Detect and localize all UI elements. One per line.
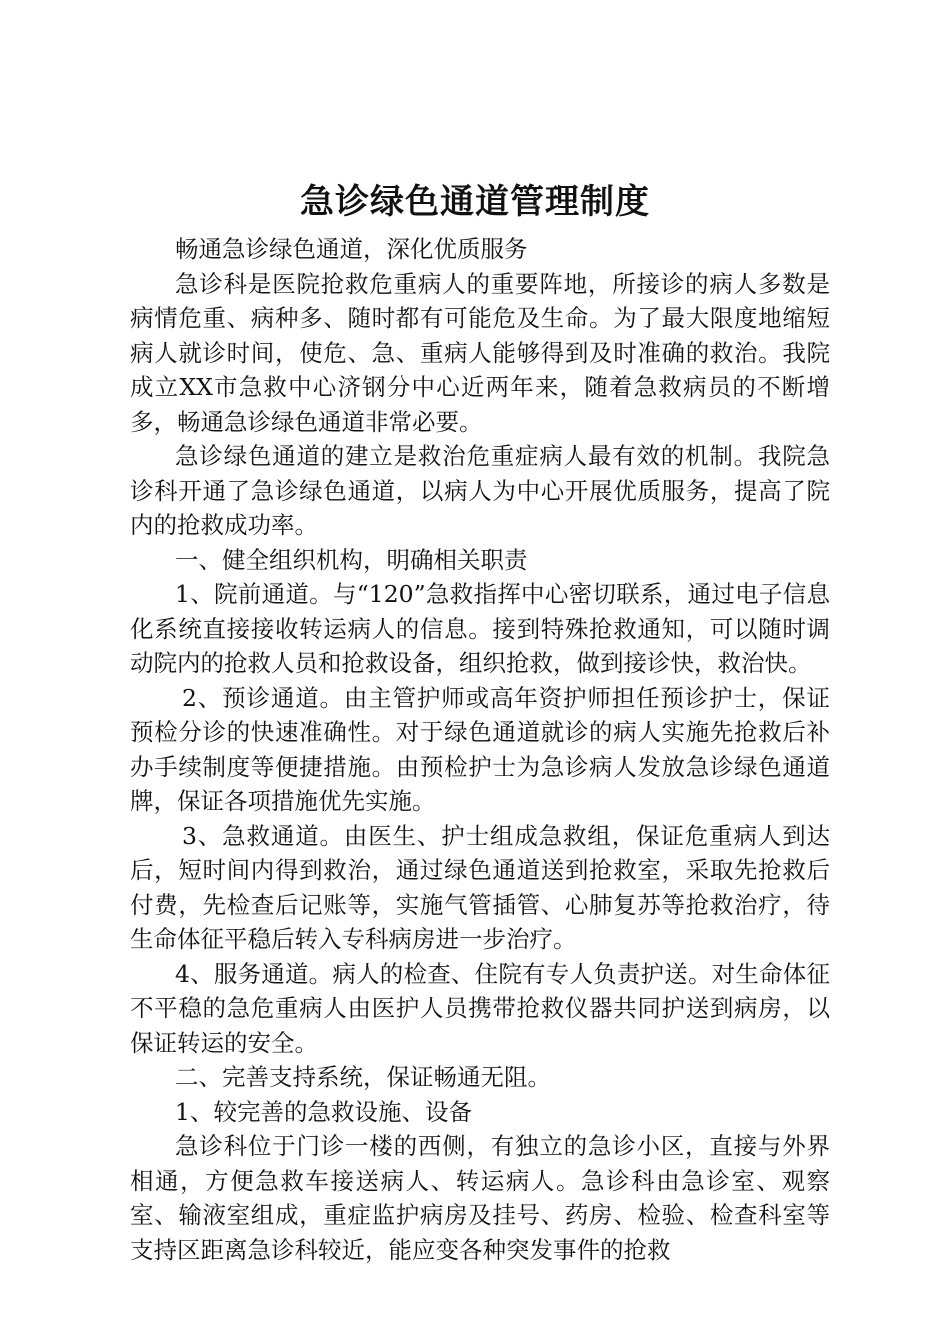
paragraph-mechanism: 急诊绿色通道的建立是救治危重症病人最有效的机制。我院急诊科开通了急诊绿色通道，以病人为中心开展优质服务，提高了院内的抢救成功率。 xyxy=(130,442,830,539)
document-body xyxy=(130,232,830,1267)
paragraph-facilities: 急诊科位于门诊一楼的西侧，有独立的急诊小区，直接与外界相通，方便急救车接送病人、转运病人。急诊科由急诊室、观察室、输液室组成，重症监护病房及挂号、药房、检验、检查科室等支持区距离急诊科较近，能应变各种突发事件的抢救 xyxy=(130,1132,830,1264)
document-title: 急诊绿色通道管理制度 xyxy=(300,182,650,222)
paragraph-prehospital-channel: 1、院前通道。与“120”急救指挥中心密切联系，通过电子信息化系统直接接收转运病人的信息。接到特殊抢救通知，可以随时调动院内的抢救人员和抢救设备，组织抢救，做到接诊快，救治快。 xyxy=(130,580,830,677)
paragraph-subtitle: 畅通急诊绿色通道，深化优质服务 xyxy=(175,235,528,263)
subsection-heading-facilities: 1、较完善的急救设施、设备 xyxy=(175,1097,472,1126)
paragraph-triage-channel: 2、预诊通道。由主管护师或高年资护师担任预诊护士，保证预检分诊的快速准确性。对于绿色通道就诊的病人实施先抢救后补办手续制度等便捷措施。由预检护士为急诊病人发放急诊绿色通道牌，保证各项措施优先实施。 xyxy=(130,683,830,815)
section-heading-organization: 一、健全组织机构，明确相关职责 xyxy=(175,545,528,574)
paragraph-intro: 急诊科是医院抢救危重病人的重要阵地，所接诊的病人多数是病情危重、病种多、随时都有可能危及生命。为了最大限度地缩短病人就诊时间，使危、急、重病人能够得到及时准确的救治。我院成立XX市急救中心济钢分中心近两年来，随着急救病员的不断增多，畅通急诊绿色通道非常必要。 xyxy=(130,269,830,436)
section-heading-support: 二、完善支持系统，保证畅通无阻。 xyxy=(175,1063,551,1091)
paragraph-service-channel: 4、服务通道。病人的检查、住院有专人负责护送。对生命体征不平稳的急危重病人由医护人员携带抢救仪器共同护送到病房，以保证转运的安全。 xyxy=(130,959,830,1057)
paragraph-rescue-channel: 3、急救通道。由医生、护士组成急救组，保证危重病人到达后，短时间内得到救治，通过绿色通道送到抢救室，采取先抢救后付费，先检查后记账等，实施气管插管、心肺复苏等抢救治疗，待生命体征平稳后转入专科病房进一步治疗。 xyxy=(130,821,830,953)
